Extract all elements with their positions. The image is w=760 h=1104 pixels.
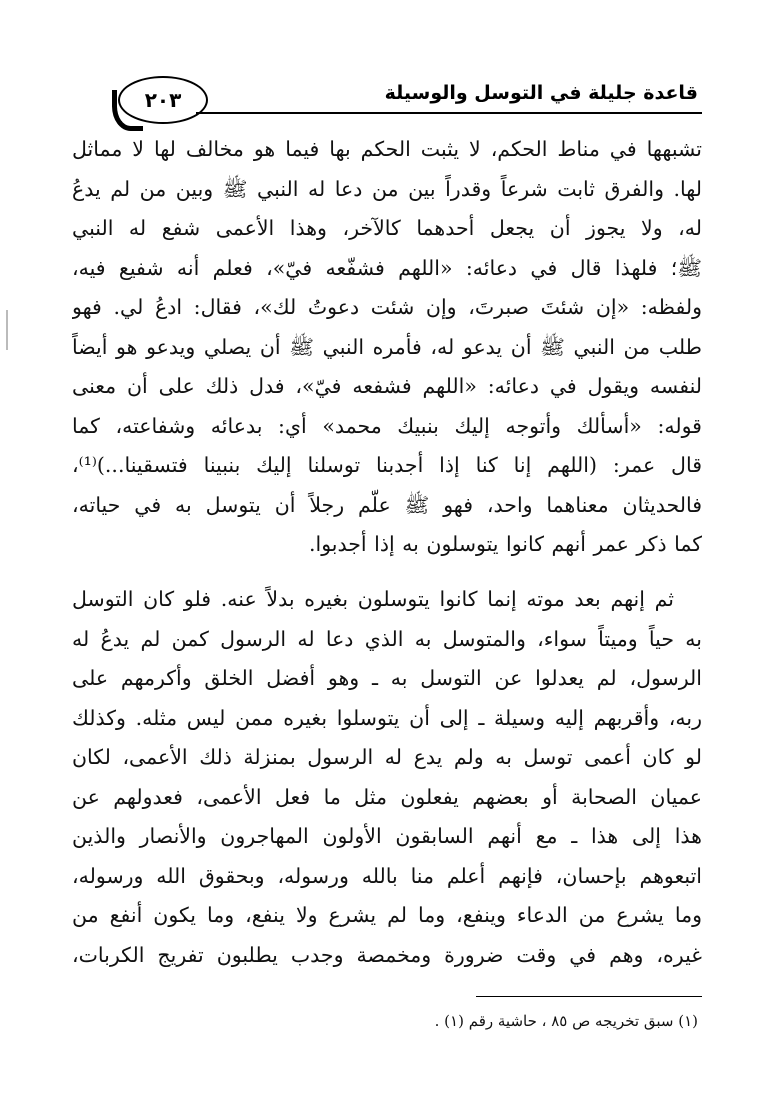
text-line: تشبهها في مناط الحكم، لا يثبت الحكم بها فيما هو مخالف لها لا مماثل — [72, 137, 702, 161]
text-line: لو كان أعمى توسل به ولم يدع له الرسول بمنزلة ذلك الأعمى، لكان — [72, 745, 702, 769]
footnote-separator — [476, 996, 702, 997]
text-line: قوله: «أسألك وأتوجه إليك بنبيك محمد» أي: بدعائه وشفاعته، كما — [72, 413, 702, 438]
text-line: له، ولا يجوز أن يجعل أحدهما كالآخر، وهذا الأعمى شفع له النبي — [72, 216, 702, 240]
paragraph-2 — [72, 580, 702, 975]
text-line: هذا إلى هذا ـ مع أنهم السابقون الأولون المهاجرون والأنصار والذين — [72, 824, 702, 848]
page-number: ٢٠٣ — [118, 76, 208, 124]
text-line: ولفظه: «إن شئتَ صبرتَ، وإن شئت دعوتُ لك»، فقال: ادعُ لي. فهو — [72, 295, 702, 319]
page-header — [0, 0, 760, 130]
header-rule — [196, 112, 702, 114]
footnote: (١) سبق تخريجه ص ٨٥ ، حاشية رقم (١) . — [434, 1012, 698, 1030]
text-line: به حياً وميتاً سواء، والمتوسل به الذي دعا له الرسول كمن لم يدعُ له — [72, 626, 702, 651]
text-line: طلب من النبي ﷺ أن يدعو له، فأمره النبي ﷺ أن يصلي ويدعو هو أيضاً — [72, 334, 702, 359]
text-line: ﷺ؛ فلهذا قال في دعائه: «اللهم فشفّعه فيّ»، فعلم أنه شفيع فيه، — [72, 255, 702, 280]
paragraph-1 — [72, 130, 702, 565]
text-line: قال عمر: (اللهم إنا كنا إذا أجدبنا توسلنا إليك بنبينا فتسقينا...)⁽¹⁾، — [72, 453, 702, 477]
text-line: ثم إنهم بعد موته إنما كانوا يتوسلون بغيره بدلاً عنه. فلو كان التوسل — [72, 587, 674, 611]
text-line: الرسول، لم يعدلوا عن التوسل به ـ وهو أفضل الخلق وأكرمهم على — [72, 666, 702, 690]
text-line: فالحديثان معناهما واحد، فهو ﷺ علّم رجلاً أن يتوسل به في حياته، — [72, 492, 702, 517]
text-line: اتبعوهم بإحسان، فإنهم أعلم منا بالله ورسوله، وبحقوق الله ورسوله، — [72, 863, 702, 888]
running-title: قاعدة جليلة في التوسل والوسيلة — [384, 82, 698, 104]
text-line: غيره، وهم في وقت ضرورة ومخمصة وجدب يطلبون تفريج الكربات، — [72, 942, 702, 967]
text-line: وما يشرع من الدعاء وينفع، وما لم يشرع ولا ينفع، وما يكون أنفع من — [72, 903, 702, 927]
text-line: ربه، وأقربهم إليه وسيلة ـ إلى أن يتوسلوا بغيره ممن ليس مثله. وكذلك — [72, 705, 702, 730]
text-line: كما ذكر عمر أنهم كانوا يتوسلون به إذا أجدبوا. — [308, 532, 702, 556]
scan-margin-mark — [6, 310, 8, 350]
text-line: لها. والفرق ثابت شرعاً وقدراً بين من دعا له النبي ﷺ وبين من لم يدعُ — [72, 176, 702, 201]
text-line: لنفسه ويقول في دعائه: «اللهم فشفعه فيّ»، فدل ذلك على أن معنى — [72, 374, 702, 398]
text-line: عميان الصحابة أو بعضهم يفعلون مثل ما فعل الأعمى، فعدولهم عن — [72, 784, 702, 809]
